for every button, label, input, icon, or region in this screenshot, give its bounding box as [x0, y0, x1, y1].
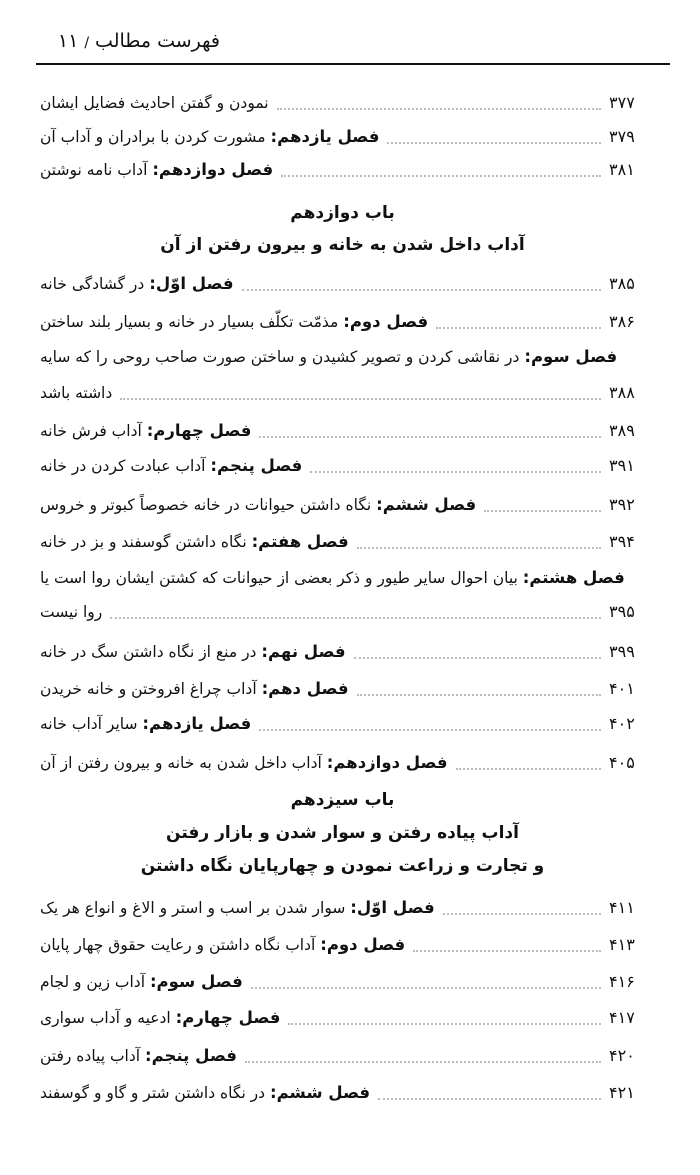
entry-text: آداب نگاه داشتن و رعایت حقوق چهار پایان: [40, 936, 321, 954]
entry-text: آداب نامه نوشتن: [40, 161, 153, 179]
page-number: ۳۸۹: [609, 421, 635, 440]
chapter-label: فصل یازدهم:: [270, 127, 380, 146]
chapter-label: فصل نهم:: [261, 642, 346, 661]
toc-entry[interactable]: [40, 269, 645, 299]
chapter-label: فصل ششم:: [270, 1083, 371, 1102]
page-number: ۳۷۹: [609, 127, 635, 146]
toc-entry[interactable]: [40, 342, 645, 372]
page-number: ۴۰۱: [609, 679, 635, 698]
toc-entry[interactable]: [40, 597, 645, 627]
part-heading: باب دوازدهم: [290, 203, 395, 223]
entry-title: [40, 527, 349, 557]
chapter-label: فصل هفتم:: [251, 532, 349, 551]
page-number: ۳۸۶: [609, 312, 635, 331]
entry-text: نمودن و گفتن احادیث فضایل ایشان: [40, 94, 269, 112]
entry-text: آداب چراغ افروختن و خانه خریدن: [40, 680, 262, 698]
toc-entry[interactable]: [40, 122, 645, 152]
dot-leader: [281, 174, 601, 177]
page-number: ۴۲۰: [609, 1046, 635, 1065]
part-heading: باب سیزدهم: [290, 790, 395, 810]
chapter-label: فصل دهم:: [261, 679, 349, 698]
page-number: ۳۹۱: [609, 456, 635, 475]
toc-entry[interactable]: [40, 88, 645, 118]
entry-title: [40, 307, 428, 337]
dot-leader: [354, 656, 601, 659]
chapter-label: فصل دوم:: [343, 312, 429, 331]
chapter-label: فصل اوّل:: [149, 274, 234, 293]
entry-text: مشورت کردن با برادران و آداب آن: [40, 128, 271, 146]
toc-entry[interactable]: [40, 307, 645, 337]
entry-title: [40, 709, 251, 739]
part-subtitle: آداب داخل شدن به خانه و بیرون رفتن از آن: [160, 235, 525, 255]
toc-entry[interactable]: [40, 893, 645, 923]
entry-title: [40, 893, 435, 923]
page-number: ۴۱۳: [609, 935, 635, 954]
dot-leader: [357, 546, 601, 549]
entry-title: [40, 674, 349, 704]
page-number: ۳۹۹: [609, 642, 635, 661]
chapter-label: فصل دوازدهم:: [326, 753, 448, 772]
toc-entry[interactable]: [40, 416, 645, 446]
entry-title: [40, 122, 379, 152]
toc-entry[interactable]: [40, 1041, 645, 1071]
chapter-label: فصل پنجم:: [210, 456, 303, 475]
page-number: ۳۷۷: [609, 93, 635, 112]
chapter-label: فصل سوم:: [524, 347, 618, 366]
entry-text: در نقاشی کردن و تصویر کشیدن و ساختن صورت صاحب روحی را که سایه: [40, 348, 525, 366]
entry-text: سوار شدن بر اسب و استر و الاغ و انواع هر یک: [40, 899, 351, 917]
toc-entry[interactable]: [40, 378, 645, 408]
dot-leader: [245, 1060, 601, 1063]
chapter-label: فصل سوم:: [149, 972, 243, 991]
page-number: ۳۹۵: [609, 602, 635, 621]
toc-entry[interactable]: [40, 1003, 645, 1033]
dot-leader: [456, 767, 601, 770]
chapter-label: فصل هشتم:: [522, 568, 625, 587]
entry-title: [40, 930, 405, 960]
entry-title: [40, 451, 302, 481]
chapter-label: فصل یازدهم:: [142, 714, 252, 733]
entry-title: [40, 490, 476, 520]
chapter-label: فصل دوم:: [320, 935, 406, 954]
header-separator: /: [84, 35, 90, 51]
entry-text: آداب عبادت کردن در خانه: [40, 457, 211, 475]
toc-entry[interactable]: [40, 967, 645, 997]
dot-leader: [387, 141, 601, 144]
entry-title: [40, 1078, 370, 1108]
entry-title: [40, 88, 269, 118]
entry-title: [40, 597, 102, 627]
dot-leader: [251, 986, 601, 989]
entry-text: در نگاه داشتن شتر و گاو و گوسفند: [40, 1084, 270, 1102]
page-number: ۴۱۷: [609, 1008, 635, 1027]
entry-text: مذمّت تکلّف بسیار در خانه و بسیار بلند ساختن: [40, 313, 344, 331]
entry-title: [40, 1003, 280, 1033]
entry-text: داشته باشد: [40, 384, 113, 402]
dot-leader: [110, 616, 601, 619]
toc-entry[interactable]: [40, 637, 645, 667]
dot-leader: [413, 949, 601, 952]
entry-text: ادعیه و آداب سواری: [40, 1009, 176, 1027]
dot-leader: [484, 509, 601, 512]
entry-title: [40, 342, 617, 372]
toc-entry[interactable]: [40, 451, 645, 481]
entry-title: [40, 637, 346, 667]
chapter-label: فصل چهارم:: [146, 421, 252, 440]
entry-text: در منع از نگاه داشتن سگ در خانه: [40, 643, 262, 661]
entry-text: روا نیست: [40, 603, 103, 621]
entry-text: نگاه داشتن حیوانات در خانه خصوصاً کبوتر و خروس: [40, 496, 377, 514]
dot-leader: [310, 470, 601, 473]
entry-title: [40, 967, 243, 997]
toc-entry[interactable]: [40, 1078, 645, 1108]
page-number: ۴۱۶: [609, 972, 635, 991]
toc-entry[interactable]: [40, 674, 645, 704]
page-number: ۴۱۱: [609, 898, 635, 917]
dot-leader: [120, 397, 601, 400]
entry-title: [40, 378, 112, 408]
page-number: ۳۸۸: [609, 383, 635, 402]
toc-entry[interactable]: [40, 155, 645, 185]
toc-entry[interactable]: [40, 563, 645, 593]
page-number: ۴۲۱: [609, 1083, 635, 1102]
page-number: ۳۹۴: [609, 532, 635, 551]
entry-title: [40, 155, 273, 185]
dot-leader: [259, 435, 601, 438]
header-rule: [36, 63, 670, 65]
entry-title: [40, 563, 625, 593]
toc-entry[interactable]: [40, 490, 645, 520]
entry-text: آداب پیاده رفتن: [40, 1047, 145, 1065]
page-number: ۴۰۲: [609, 714, 635, 733]
running-header: [40, 30, 220, 52]
header-title: فهرست مطالب: [95, 30, 220, 52]
entry-text: در گشادگی خانه: [40, 275, 150, 293]
dot-leader: [277, 107, 601, 110]
entry-text: سایر آداب خانه: [40, 715, 143, 733]
toc-entry[interactable]: [40, 930, 645, 960]
entry-text: بیان احوال سایر طیور و ذکر بعضی از حیوانات که کشتن ایشان روا است یا: [40, 569, 523, 587]
part-subtitle: آداب پیاده رفتن و سوار شدن و بازار رفتن: [166, 823, 519, 843]
chapter-label: فصل پنجم:: [145, 1046, 237, 1065]
entry-title: [40, 1041, 237, 1071]
page-number: ۴۰۵: [609, 753, 635, 772]
page-number: ۳۸۱: [609, 160, 635, 179]
entry-text: آداب زین و لجام: [40, 973, 150, 991]
page-number: ۳۸۵: [609, 274, 635, 293]
dot-leader: [259, 728, 601, 731]
entry-title: [40, 416, 251, 446]
chapter-label: فصل دوازدهم:: [152, 160, 274, 179]
entry-title: [40, 269, 234, 299]
header-page-number: ۱۱: [57, 30, 79, 52]
entry-title: [40, 748, 448, 778]
dot-leader: [443, 912, 601, 915]
toc-entry[interactable]: [40, 709, 645, 739]
entry-text: آداب فرش خانه: [40, 422, 147, 440]
dot-leader: [357, 693, 601, 696]
page-number: ۳۹۲: [609, 495, 635, 514]
dot-leader: [436, 326, 601, 329]
dot-leader: [242, 288, 601, 291]
toc-entry[interactable]: [40, 748, 645, 778]
dot-leader: [378, 1097, 601, 1100]
part-subtitle: و تجارت و زراعت نمودن و چهارپایان نگاه داشتن: [140, 856, 545, 876]
entry-text: نگاه داشتن گوسفند و بز در خانه: [40, 533, 252, 551]
chapter-label: فصل چهارم:: [175, 1008, 281, 1027]
dot-leader: [288, 1022, 601, 1025]
toc-entry[interactable]: [40, 527, 645, 557]
chapter-label: فصل اوّل:: [350, 898, 435, 917]
chapter-label: فصل ششم:: [376, 495, 477, 514]
entry-text: آداب داخل شدن به خانه و بیرون رفتن از آن: [40, 754, 327, 772]
